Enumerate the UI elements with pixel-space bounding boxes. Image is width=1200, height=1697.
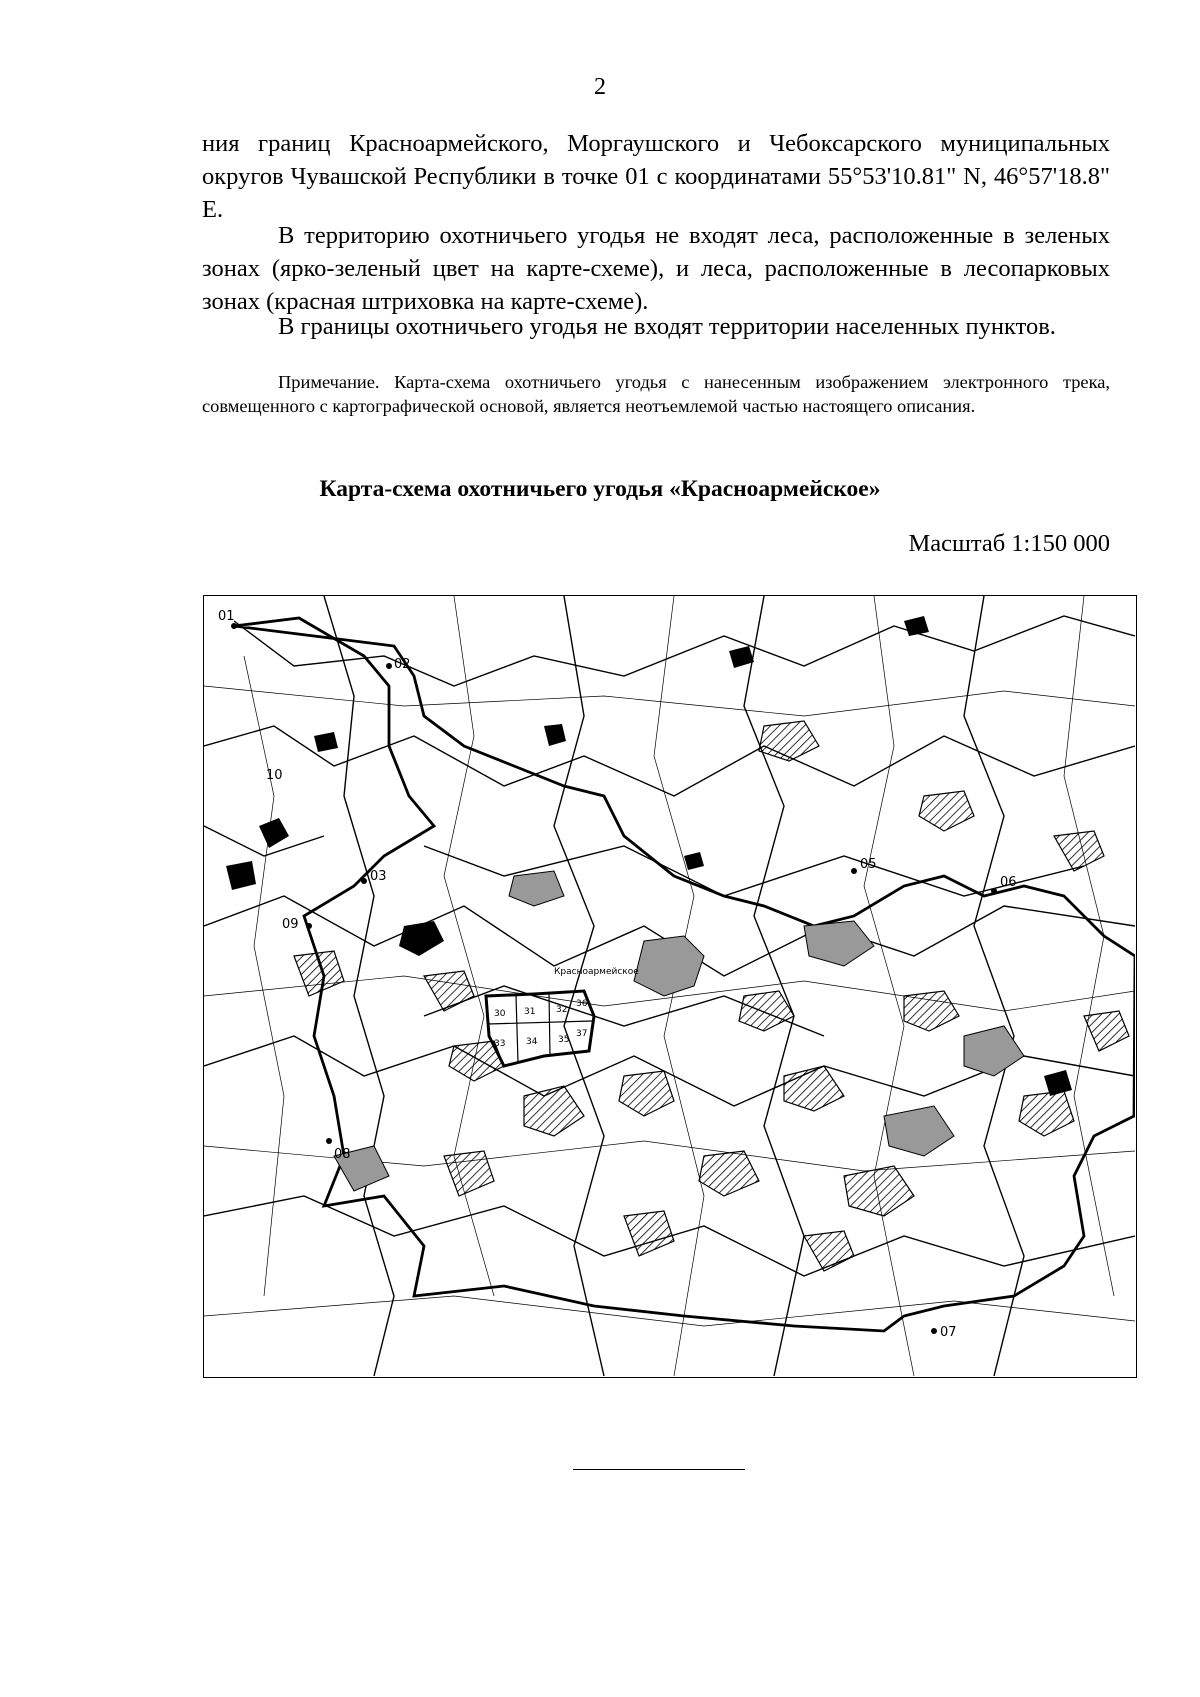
settlement-label: Красноармейское bbox=[554, 967, 639, 977]
footer-rule bbox=[573, 1469, 745, 1470]
district-label-36: 36 bbox=[576, 999, 588, 1009]
paragraph-excluded-settlements: В границы охотничьего угодья не входят территории населенных пунктов. bbox=[278, 313, 1056, 340]
map-scale: Масштаб 1:150 000 bbox=[908, 530, 1110, 557]
map-scheme bbox=[203, 595, 1137, 1378]
map-settlements bbox=[334, 871, 1024, 1191]
note-paragraph: Примечание. Карта-схема охотничьего угодья с нанесенным изображением электронного трека, совмещенного с картографической основой, является неотъемлемой частью настоящего описания. bbox=[202, 372, 1110, 416]
district-label-30: 30 bbox=[494, 1009, 506, 1019]
paragraph-excluded-forests: В территорию охотничьего угодья не входят леса, расположенные в зеленых зонах (ярко-зеленый цвет на карте-схеме), и леса, расположенные в лесопарковых зонах (красная штриховка на карте-схеме). bbox=[202, 222, 1110, 315]
boundary-point-05: 05 bbox=[860, 857, 877, 872]
boundary-point-07: 07 bbox=[940, 1325, 957, 1340]
boundary-point-02: 02 bbox=[394, 657, 411, 672]
district-label-37: 37 bbox=[576, 1029, 588, 1039]
district-label-31: 31 bbox=[524, 1007, 536, 1017]
boundary-point-01: 01 bbox=[218, 609, 235, 624]
district-label-32: 32 bbox=[556, 1005, 568, 1015]
boundary-point-03: 03 bbox=[370, 869, 387, 884]
boundary-point-09: 09 bbox=[282, 917, 299, 932]
district-label-33: 33 bbox=[494, 1039, 506, 1049]
page-number: 2 bbox=[594, 74, 606, 100]
boundary-point-06: 06 bbox=[1000, 875, 1017, 890]
paragraph-boundary-end: ния границ Красноармейского, Моргаушского и Чебоксарского муниципальных округов Чувашской Республики в точке 01 с координатами 55°53'10.81" N, 46°57'18.8" E. bbox=[202, 130, 1110, 223]
map-title: Карта-схема охотничьего угодья «Красноармейское» bbox=[319, 476, 881, 502]
district-label-35: 35 bbox=[558, 1035, 570, 1045]
map-forest-patches bbox=[294, 721, 1129, 1271]
boundary-point-10: 10 bbox=[266, 768, 283, 783]
boundary-point-08: 08 bbox=[334, 1147, 351, 1162]
district-label-34: 34 bbox=[526, 1037, 538, 1047]
